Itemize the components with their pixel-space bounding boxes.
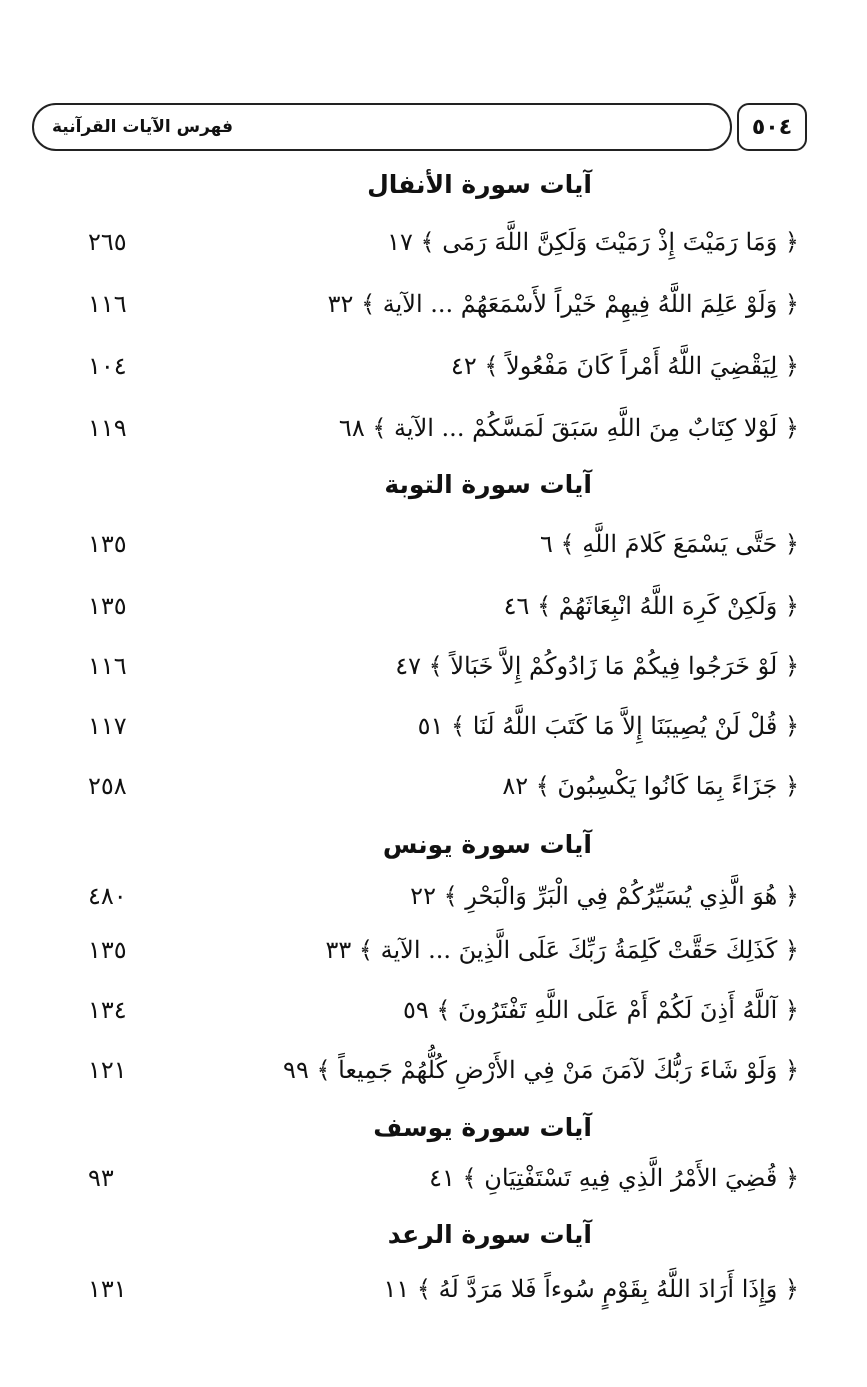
verse-text: ﴿ وَمَا رَمَيْتَ إِذْ رَمَيْتَ وَلَكِنَّ اللَّهَ رَمَى ﴾ ١٧ <box>387 228 799 256</box>
page-reference: ١١٧ <box>88 712 127 740</box>
running-title: فهرس الآيات القرآنية <box>52 117 234 137</box>
page-reference: ٢٥٨ <box>88 772 127 800</box>
page-number: ٥٠٤ <box>751 114 793 140</box>
section-heading: آيات سورة يونس <box>382 830 592 859</box>
verse-text: ﴿ جَزَاءً بِمَا كَانُوا يَكْسِبُونَ ﴾ ٨٢ <box>502 772 799 800</box>
index-entry <box>0 1164 867 1214</box>
index-entry <box>0 772 867 822</box>
page-reference: ١١٦ <box>88 652 127 680</box>
page-header <box>32 103 807 153</box>
verse-text: ﴿ وَلَكِنْ كَرِهَ اللَّهُ انْبِعَاثَهُمْ ﴾ ٤٦ <box>503 592 799 620</box>
page-reference: ١٠٤ <box>88 352 127 380</box>
page-reference: ١١٦ <box>88 290 127 318</box>
page-reference: ١٣٤ <box>88 996 127 1024</box>
verse-text: ﴿ وَلَوْ عَلِمَ اللَّهُ فِيهِمْ خَيْراً لأَسْمَعَهُمْ ... الآية ﴾ ٣٢ <box>327 290 799 318</box>
index-entry <box>0 228 867 278</box>
section-heading: آيات سورة يوسف <box>373 1113 592 1142</box>
verse-text: ﴿ قُضِيَ الأَمْرُ الَّذِي فِيهِ تَسْتَفْتِيَانِ ﴾ ٤١ <box>429 1164 799 1192</box>
verse-text: ﴿ حَتَّى يَسْمَعَ كَلامَ اللَّهِ ﴾ ٦ <box>539 530 799 558</box>
index-entry <box>0 592 867 642</box>
page-reference: ٢٦٥ <box>88 228 127 256</box>
index-entry <box>0 352 867 402</box>
index-entry <box>0 712 867 762</box>
section-heading: آيات سورة الأنفال <box>367 170 592 199</box>
page-number-box <box>737 103 807 151</box>
verse-text: ﴿ قُلْ لَنْ يُصِيبَنَا إِلاَّ مَا كَتَبَ اللَّهُ لَنَا ﴾ ٥١ <box>417 712 799 740</box>
index-entry <box>0 1056 867 1106</box>
index-entry <box>0 414 867 464</box>
page-reference: ١٣٥ <box>88 592 127 620</box>
section-heading: آيات سورة الرعد <box>387 1220 592 1249</box>
index-entry <box>0 290 867 340</box>
page-reference: ١١٩ <box>88 414 127 442</box>
index-entry <box>0 996 867 1046</box>
verse-text: ﴿ لَوْ خَرَجُوا فِيكُمْ مَا زَادُوكُمْ إِلاَّ خَبَالاً ﴾ ٤٧ <box>395 652 799 680</box>
verse-text: ﴿ وَلَوْ شَاءَ رَبُّكَ لآمَنَ مَنْ فِي الأَرْضِ كُلُّهُمْ جَمِيعاً ﴾ ٩٩ <box>283 1056 799 1084</box>
verse-text: ﴿ لِيَقْضِيَ اللَّهُ أَمْراً كَانَ مَفْعُولاً ﴾ ٤٢ <box>450 352 799 380</box>
verse-text: ﴿ آللَّهُ أَذِنَ لَكُمْ أَمْ عَلَى اللَّهِ تَفْتَرُونَ ﴾ ٥٩ <box>403 996 799 1024</box>
index-entry <box>0 530 867 580</box>
verse-text: ﴿ وَإِذَا أَرَادَ اللَّهُ بِقَوْمٍ سُوءاً فَلا مَرَدَّ لَهُ ﴾ ١١ <box>383 1275 799 1303</box>
page-reference: ١٣٥ <box>88 530 127 558</box>
index-entry <box>0 882 867 932</box>
verse-text: ﴿ كَذَلِكَ حَقَّتْ كَلِمَةُ رَبِّكَ عَلَى الَّذِينَ ... الآية ﴾ ٣٣ <box>325 936 799 964</box>
page-reference: ١٢١ <box>88 1056 127 1084</box>
page-reference: ٩٣ <box>88 1164 114 1192</box>
index-entry <box>0 936 867 986</box>
page-reference: ١٣١ <box>88 1275 127 1303</box>
page-reference: ١٣٥ <box>88 936 127 964</box>
index-entry <box>0 1275 867 1325</box>
running-title-box <box>32 103 732 151</box>
page-reference: ٤٨٠ <box>88 882 127 910</box>
section-heading: آيات سورة التوبة <box>384 470 592 499</box>
verse-text: ﴿ لَوْلا كِتَابٌ مِنَ اللَّهِ سَبَقَ لَمَسَّكُمْ ... الآية ﴾ ٦٨ <box>338 414 799 442</box>
index-entry <box>0 652 867 702</box>
verse-text: ﴿ هُوَ الَّذِي يُسَيِّرُكُمْ فِي الْبَرِّ وَالْبَحْرِ ﴾ ٢٢ <box>410 882 799 910</box>
